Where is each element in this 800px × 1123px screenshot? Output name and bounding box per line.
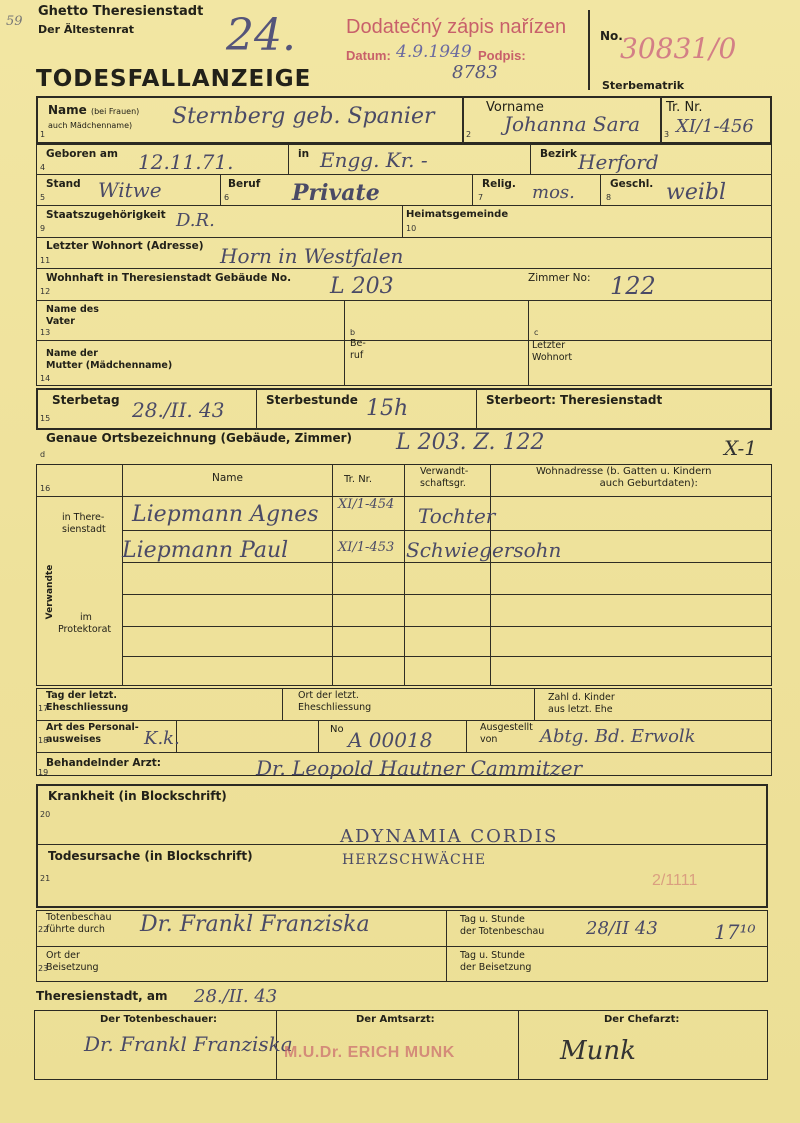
tag-stunde-label: Tag u. Stunde der Totenbeschau xyxy=(460,914,545,937)
no-label: No xyxy=(330,724,344,735)
amtsarzt-stamp: M.U.Dr. ERICH MUNK xyxy=(284,1044,455,1061)
geschl-label: Geschl. xyxy=(610,178,654,190)
corner-mark-right: X-1 xyxy=(724,436,758,460)
zahl-kinder-label: Zahl d. Kinder aus letzt. Ehe xyxy=(548,692,615,715)
letzter-wohnort-label: Letzter Wohnort (Adresse) xyxy=(46,240,204,252)
totenbeschau-value: Dr. Frankl Franziska xyxy=(140,912,370,937)
stamp-line: Dodatečný zápis nařízen xyxy=(346,16,567,38)
register-number: 30831/0 xyxy=(620,32,737,65)
stamp-datum-label: Datum: xyxy=(346,48,391,63)
col-wohn-header: Wohnadresse (b. Gatten u. Kindern auch Geburtdaten): xyxy=(536,466,712,489)
name-value: Sternberg geb. Spanier xyxy=(172,104,435,129)
col-verw-header: Verwandt- schaftsgr. xyxy=(420,466,469,489)
wohnort-value: Horn in Westfalen xyxy=(220,244,404,268)
in-label: in xyxy=(298,148,310,160)
ausgestellt-label: Ausgestellt von xyxy=(480,722,533,745)
sig-amt-label: Der Amtsarzt: xyxy=(356,1014,435,1025)
theresienstadt-am-label: Theresienstadt, am xyxy=(36,989,168,1003)
ort-eheschl-label: Ort der letzt. Eheschliessung xyxy=(298,690,372,713)
relig-value: mos. xyxy=(532,182,575,203)
zimmer-value: 122 xyxy=(610,272,656,300)
rel2-grad: Schwiegersohn xyxy=(406,538,562,562)
datum-value: 28./II. 43 xyxy=(194,986,278,1007)
sterbestunde-value: 15h xyxy=(366,396,409,421)
trnr-value: XI/1-456 xyxy=(676,116,754,137)
stamp-podpis-label: Podpis: xyxy=(478,48,526,63)
ghetto-title: Ghetto Theresienstadt xyxy=(38,4,204,19)
corner-mark: 59 xyxy=(6,14,23,29)
rel1-name: Liepmann Agnes xyxy=(132,502,319,527)
geburtsort-value: Engg. Kr. - xyxy=(320,148,428,172)
sig-chef-value: Munk xyxy=(560,1036,636,1066)
krankheit-label: Krankheit (in Blockschrift) xyxy=(48,789,227,803)
col-name-header: Name xyxy=(212,472,243,484)
header-divider xyxy=(588,10,590,90)
name-label: Name (bei Frauen) xyxy=(48,103,140,117)
in-theresienstadt-label: in There- sienstadt xyxy=(62,512,106,535)
register-label: Sterbematrik xyxy=(602,79,685,92)
totenbeschau-label: Totenbeschau führte durch xyxy=(46,912,112,935)
verwandte-label: Verwandte xyxy=(45,564,55,620)
sterbestunde-label: Sterbestunde xyxy=(266,393,358,407)
rel1-trnr: XI/1-454 xyxy=(338,497,395,512)
number-label: No. xyxy=(600,29,623,43)
sterbetag-label: Sterbetag xyxy=(52,393,120,407)
todesursache-value: HERZSCHWÄCHE xyxy=(342,852,487,868)
stand-value: Witwe xyxy=(98,178,162,202)
name-sub-label: auch Mädchenname) xyxy=(48,121,133,130)
sterbetag-value: 28./II. 43 xyxy=(132,398,225,422)
arzt-label: Behandelnder Arzt: xyxy=(46,757,161,769)
ausweis-art-value: K.k. xyxy=(144,728,180,749)
staat-value: D.R. xyxy=(176,210,215,231)
relig-label: Relig. xyxy=(482,178,516,190)
ortsbez-label: Genaue Ortsbezeichnung (Gebäude, Zimmer) xyxy=(46,431,353,445)
geschl-value: weibl xyxy=(666,180,727,205)
protektorat-label: im Protektorat xyxy=(58,612,112,635)
vorname-label: Vorname xyxy=(486,100,544,115)
vorname-value: Johanna Sara xyxy=(504,112,641,136)
arzt-value: Dr. Leopold Hautner Cammitzer xyxy=(256,756,583,780)
form-title: TODESFALLANZEIGE xyxy=(36,66,312,92)
ort-beisetzung-label: Ort der Beisetzung xyxy=(46,950,99,973)
heimat-label: Heimatsgemeinde xyxy=(406,209,509,220)
krankheit-value: ADYNAMIA CORDIS xyxy=(340,826,559,847)
name-mutter-label: Name der Mutter (Mädchenname) xyxy=(46,348,173,371)
tag-eheschl-label: Tag der letzt. Eheschliessung xyxy=(46,690,129,713)
tag-toten-value: 28/II 43 xyxy=(586,918,658,939)
ausgestellt-value: Abtg. Bd. Erwolk xyxy=(540,726,696,747)
ausweis-no-value: A 00018 xyxy=(348,728,433,752)
rel2-name: Liepmann Paul xyxy=(122,538,289,563)
wohnhaft-label: Wohnhaft in Theresienstadt Gebäude No. xyxy=(46,272,292,284)
rel2-trnr: XI/1-453 xyxy=(338,540,395,555)
zimmer-label: Zimmer No: xyxy=(528,272,591,284)
todesursache-label: Todesursache (in Blockschrift) xyxy=(48,849,253,863)
bezirk-value: Herford xyxy=(578,150,659,174)
geboren-value: 12.11.71. xyxy=(138,150,234,174)
name-vater-label: Name des Vater xyxy=(46,304,99,327)
beruf-eltern-label: Be- ruf xyxy=(350,338,366,361)
col-trnr-header: Tr. Nr. xyxy=(344,474,373,485)
hand-number: 24. xyxy=(226,10,296,61)
bezirk-label: Bezirk xyxy=(540,148,577,160)
stand-label: Stand xyxy=(46,178,81,190)
ausweis-label: Art des Personal- ausweises xyxy=(46,722,139,745)
geboren-label: Geboren am xyxy=(46,148,118,160)
sig-toten-label: Der Totenbeschauer: xyxy=(100,1014,218,1025)
tag-beisetzung-label: Tag u. Stunde der Beisetzung xyxy=(460,950,532,973)
council-title: Der Ältestenrat xyxy=(38,23,135,36)
sig-chef-label: Der Chefarzt: xyxy=(604,1014,680,1025)
beruf-label: Beruf xyxy=(228,178,261,190)
ortsbez-value: L 203. Z. 122 xyxy=(396,430,545,455)
gebaeude-value: L 203 xyxy=(330,274,394,299)
sig-toten-value: Dr. Frankl Franziska xyxy=(84,1032,293,1056)
trnr-label: Tr. Nr. xyxy=(666,100,703,115)
hand-number-2: 8783 xyxy=(452,62,498,83)
letzter-wohnort-eltern-label: Letzter Wohnort xyxy=(532,340,573,363)
document-page: 59 Ghetto Theresienstadt Der Ältestenrat TODESFALLANZEIGE 24. 8783 Dodatečný zápis nařízen Datum: 4.9.1949 Podpis: No. 30831/0 Sterbematrik Name (bei Frauen) auch Mädchenname) 1 Sternberg geb. Spanier Vorname 2 Johanna Sara Tr. Nr. 3 XI/1-456 Geboren am 4 12.11.71. in Engg. Kr. - Bezirk Herford Stand 5 Witwe Beruf 6 Private Relig. 7 mos. Geschl. 8 weibl Staatszugehörigkeit 9 D.R. Heimatsgemeinde 10 Letzter Wohnort (Adresse) 11 Horn in Westfalen Wohnhaft in Theresienstadt Gebäude No. 12 L 203 Zimmer No: 122 Name des Vater 13 Name der Mutter (Mädchenname) 14 b Be- ruf c Letzter Wohnort Sterbetag 15 28./II. 43 Sterbestunde 15h Sterbeort: Theresienstadt Genaue Ortsbezeichnung (Gebäude, Zimmer) d L 203. Z. 122 X-1 16 Name Tr. Nr. Verwandt- schaftsgr. Wohnadresse (b. Gatten u. Kindern auch Geburtdaten): in There- sienstadt im Protektorat Verwandte Liepmann Agnes XI/1-454 Tochter Liepmann Paul XI/1-453 Schwiegersohn Tag der letzt. Eheschliessung 17 Ort der letzt. Eheschliessung Zahl d. Kinder aus letzt. Ehe Art des Personal- ausweises 18 K.k. No A 00018 Ausgestellt von Abtg. Bd. Erwolk Behandelnder Arzt: 19 Dr. Leopold Hautner Cammitzer Krankheit (in Blockschrift) 20 ADYNAMIA CORDIS Todesursache (in Blockschrift) 21 HERZSCHWÄCHE 2/1111 Totenbeschau führte durch 22 Dr. Frankl Franziska Tag u. Stunde der Totenbeschau 28/II 43 17¹⁰ Ort der Beisetzung 23 Tag u. Stunde der Beisetzung Theresienstadt, am 28./II. 43 Der Totenbeschauer: Der Amtsarzt: Der Chefarzt: Dr. Frankl Franziska M.U.Dr. ERICH MUNK Munk xyxy=(0,0,800,1123)
stunde-toten-value: 17¹⁰ xyxy=(714,920,756,944)
rel1-grad: Tochter xyxy=(418,504,496,528)
mid-stamp: 2/1111 xyxy=(652,872,698,889)
stamp-datum: 4.9.1949 xyxy=(396,42,472,62)
sterbeort-label: Sterbeort: Theresienstadt xyxy=(486,393,663,407)
staat-label: Staatszugehörigkeit xyxy=(46,209,166,221)
beruf-value: Private xyxy=(292,180,380,206)
